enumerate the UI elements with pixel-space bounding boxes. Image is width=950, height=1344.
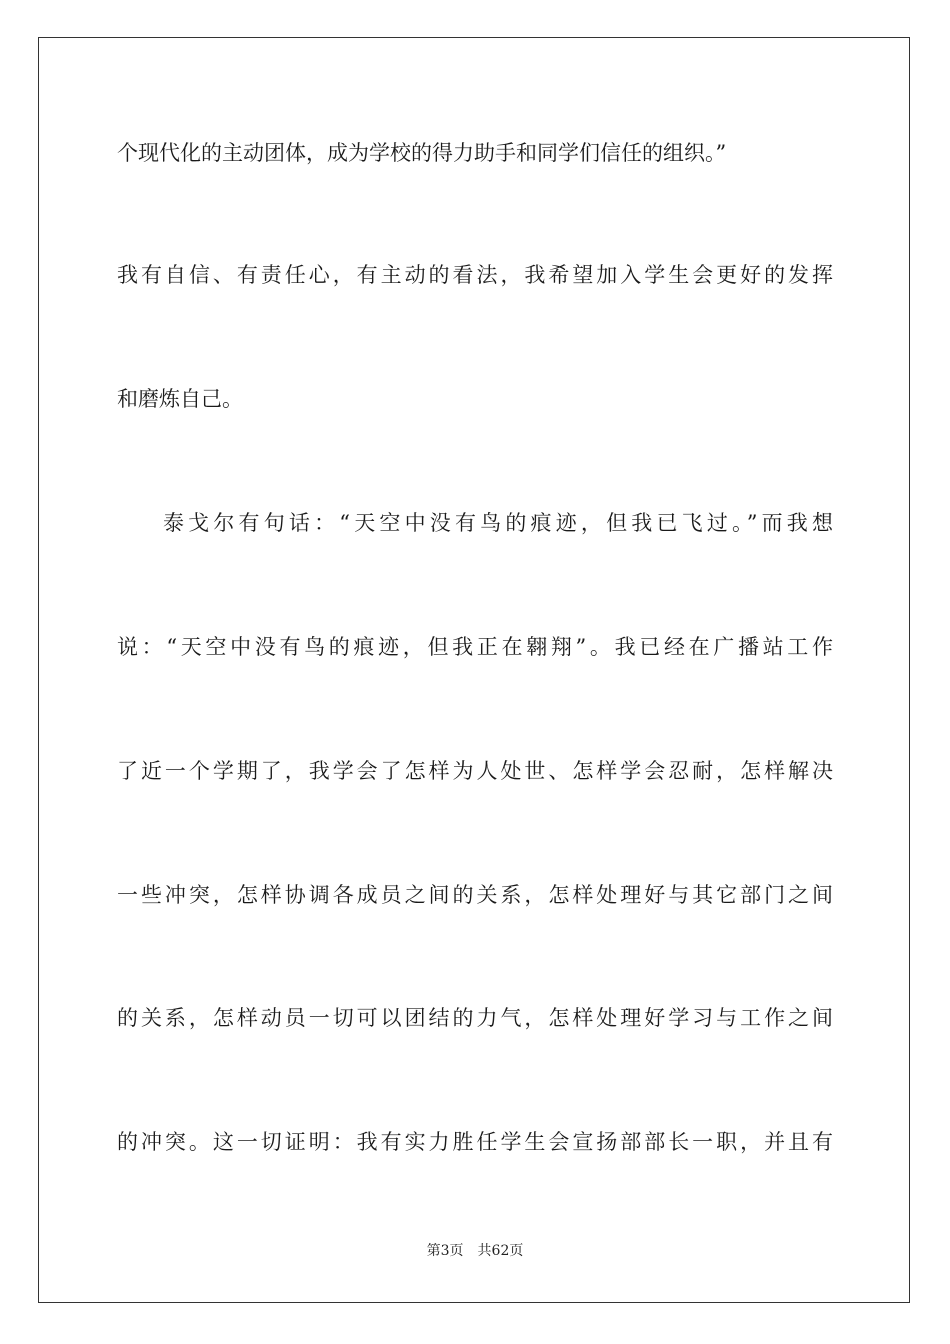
text-line-3: 和磨炼自己。: [117, 387, 243, 411]
text-line-6: 了近一个学期了，我学会了怎样为人处世、怎样学会忍耐，怎样解决: [117, 759, 833, 783]
text-line-9: 的冲突。这一切证明：我有实力胜任学生会宣扬部部长一职，并且有: [117, 1130, 833, 1154]
text-line-7: 一些冲突，怎样协调各成员之间的关系，怎样处理好与其它部门之间: [117, 883, 833, 907]
page-total: 共62页: [477, 1243, 524, 1259]
text-line-8: 的关系，怎样动员一切可以团结的力气，怎样处理好学习与工作之间: [117, 1006, 833, 1030]
text-line-4: 泰戈尔有句话：“天空中没有鸟的痕迹，但我已飞过。”而我想: [163, 511, 833, 535]
text-line-2: 我有自信、有责任心，有主动的看法，我希望加入学生会更好的发挥: [117, 263, 833, 287]
text-line-5: 说：“天空中没有鸟的痕迹，但我正在翱翔”。我已经在广播站工作: [117, 635, 833, 659]
page-number: 第3页: [426, 1243, 464, 1259]
text-line-1: 个现代化的主动团体，成为学校的得力助手和同学们信任的组织。”: [117, 141, 727, 165]
page-border: [38, 37, 910, 1303]
page-footer: [0, 1242, 950, 1260]
